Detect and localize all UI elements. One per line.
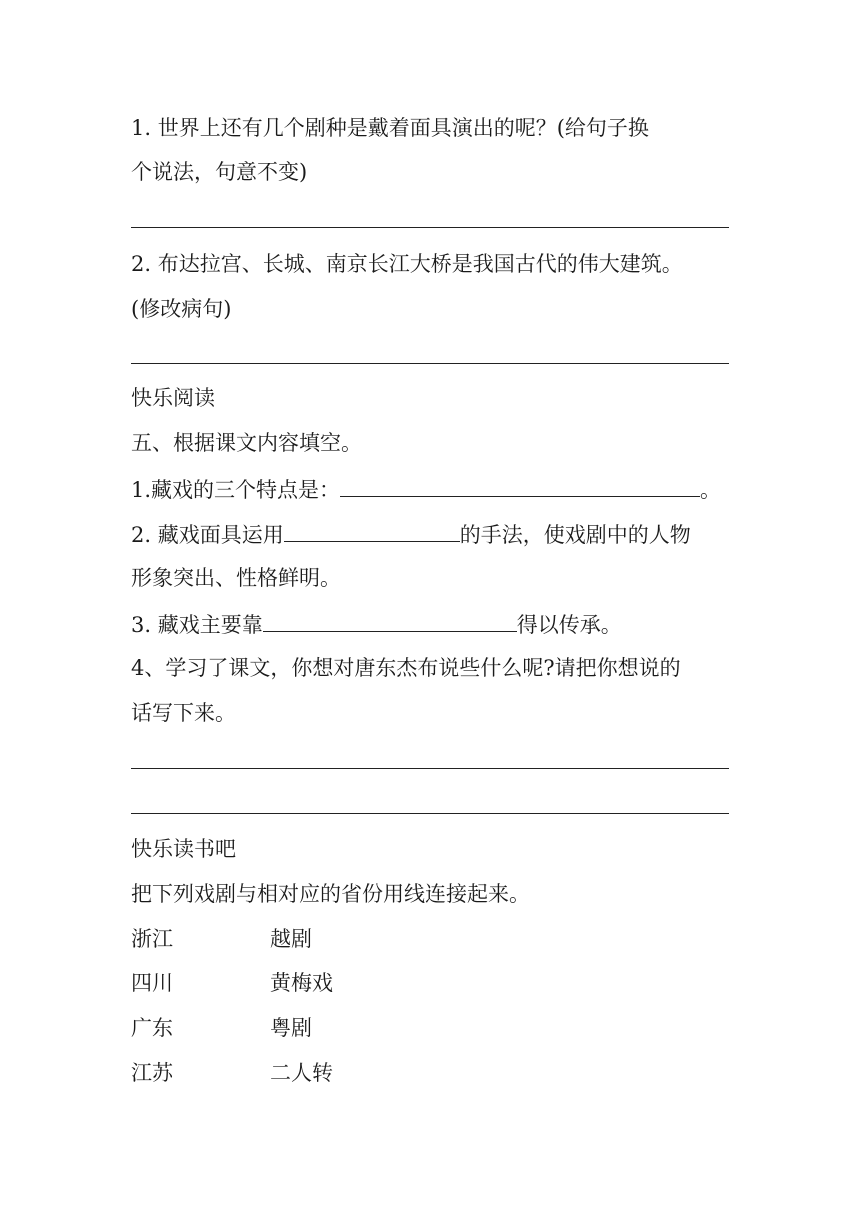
question-1-line-1: 1. 世界上还有几个剧种是戴着面具演出的呢？(给句子换 (131, 116, 649, 140)
item-3-suffix: 得以传承。 (516, 613, 622, 637)
answer-line-item-4-b[interactable] (131, 813, 729, 814)
section-heading-reading: 快乐阅读 (131, 386, 215, 410)
answer-line-q1[interactable] (131, 227, 729, 228)
item-3-blank[interactable] (263, 609, 517, 632)
province-item[interactable]: 江苏 (131, 1061, 173, 1085)
question-1-line-2: 个说法，句意不变) (131, 160, 308, 184)
province-item[interactable]: 四川 (131, 971, 173, 995)
item-4-line-1: 4、学习了课文，你想对唐东杰布说些什么呢?请把你想说的 (131, 656, 681, 680)
opera-item[interactable]: 二人转 (270, 1061, 333, 1085)
section-heading-book: 快乐读书吧 (131, 837, 236, 861)
question-2-line-1: 2. 布达拉宫、长城、南京长江大桥是我国古代的伟大建筑。 (131, 252, 683, 276)
opera-item[interactable]: 黄梅戏 (270, 971, 333, 995)
province-item[interactable]: 广东 (131, 1016, 173, 1040)
reading-instruction: 五、根据课文内容填空。 (131, 431, 362, 455)
province-item[interactable]: 浙江 (131, 927, 173, 951)
fill-blank-item-1 (131, 474, 731, 504)
item-4-line-2: 话写下来。 (131, 701, 236, 725)
opera-item[interactable]: 越剧 (270, 927, 312, 951)
item-2-line-2: 形象突出、性格鲜明。 (131, 566, 341, 590)
item-1-blank[interactable] (340, 474, 700, 497)
item-1-suffix: 。 (700, 478, 722, 502)
fill-blank-item-3 (131, 609, 731, 639)
item-1-prefix: 1.藏戏的三个特点是： (131, 478, 341, 502)
book-instruction: 把下列戏剧与相对应的省份用线连接起来。 (131, 882, 530, 906)
fill-blank-item-2 (131, 519, 731, 549)
answer-line-item-4-a[interactable] (131, 768, 729, 769)
opera-item[interactable]: 粤剧 (270, 1016, 312, 1040)
item-2-prefix: 2. 藏戏面具运用 (131, 523, 284, 547)
item-2-blank[interactable] (284, 519, 460, 542)
item-3-prefix: 3. 藏戏主要靠 (131, 613, 263, 637)
answer-line-q2[interactable] (131, 363, 729, 364)
item-2-suffix: 的手法，使戏剧中的人物 (459, 523, 691, 547)
question-2-line-2: (修改病句) (131, 297, 232, 321)
